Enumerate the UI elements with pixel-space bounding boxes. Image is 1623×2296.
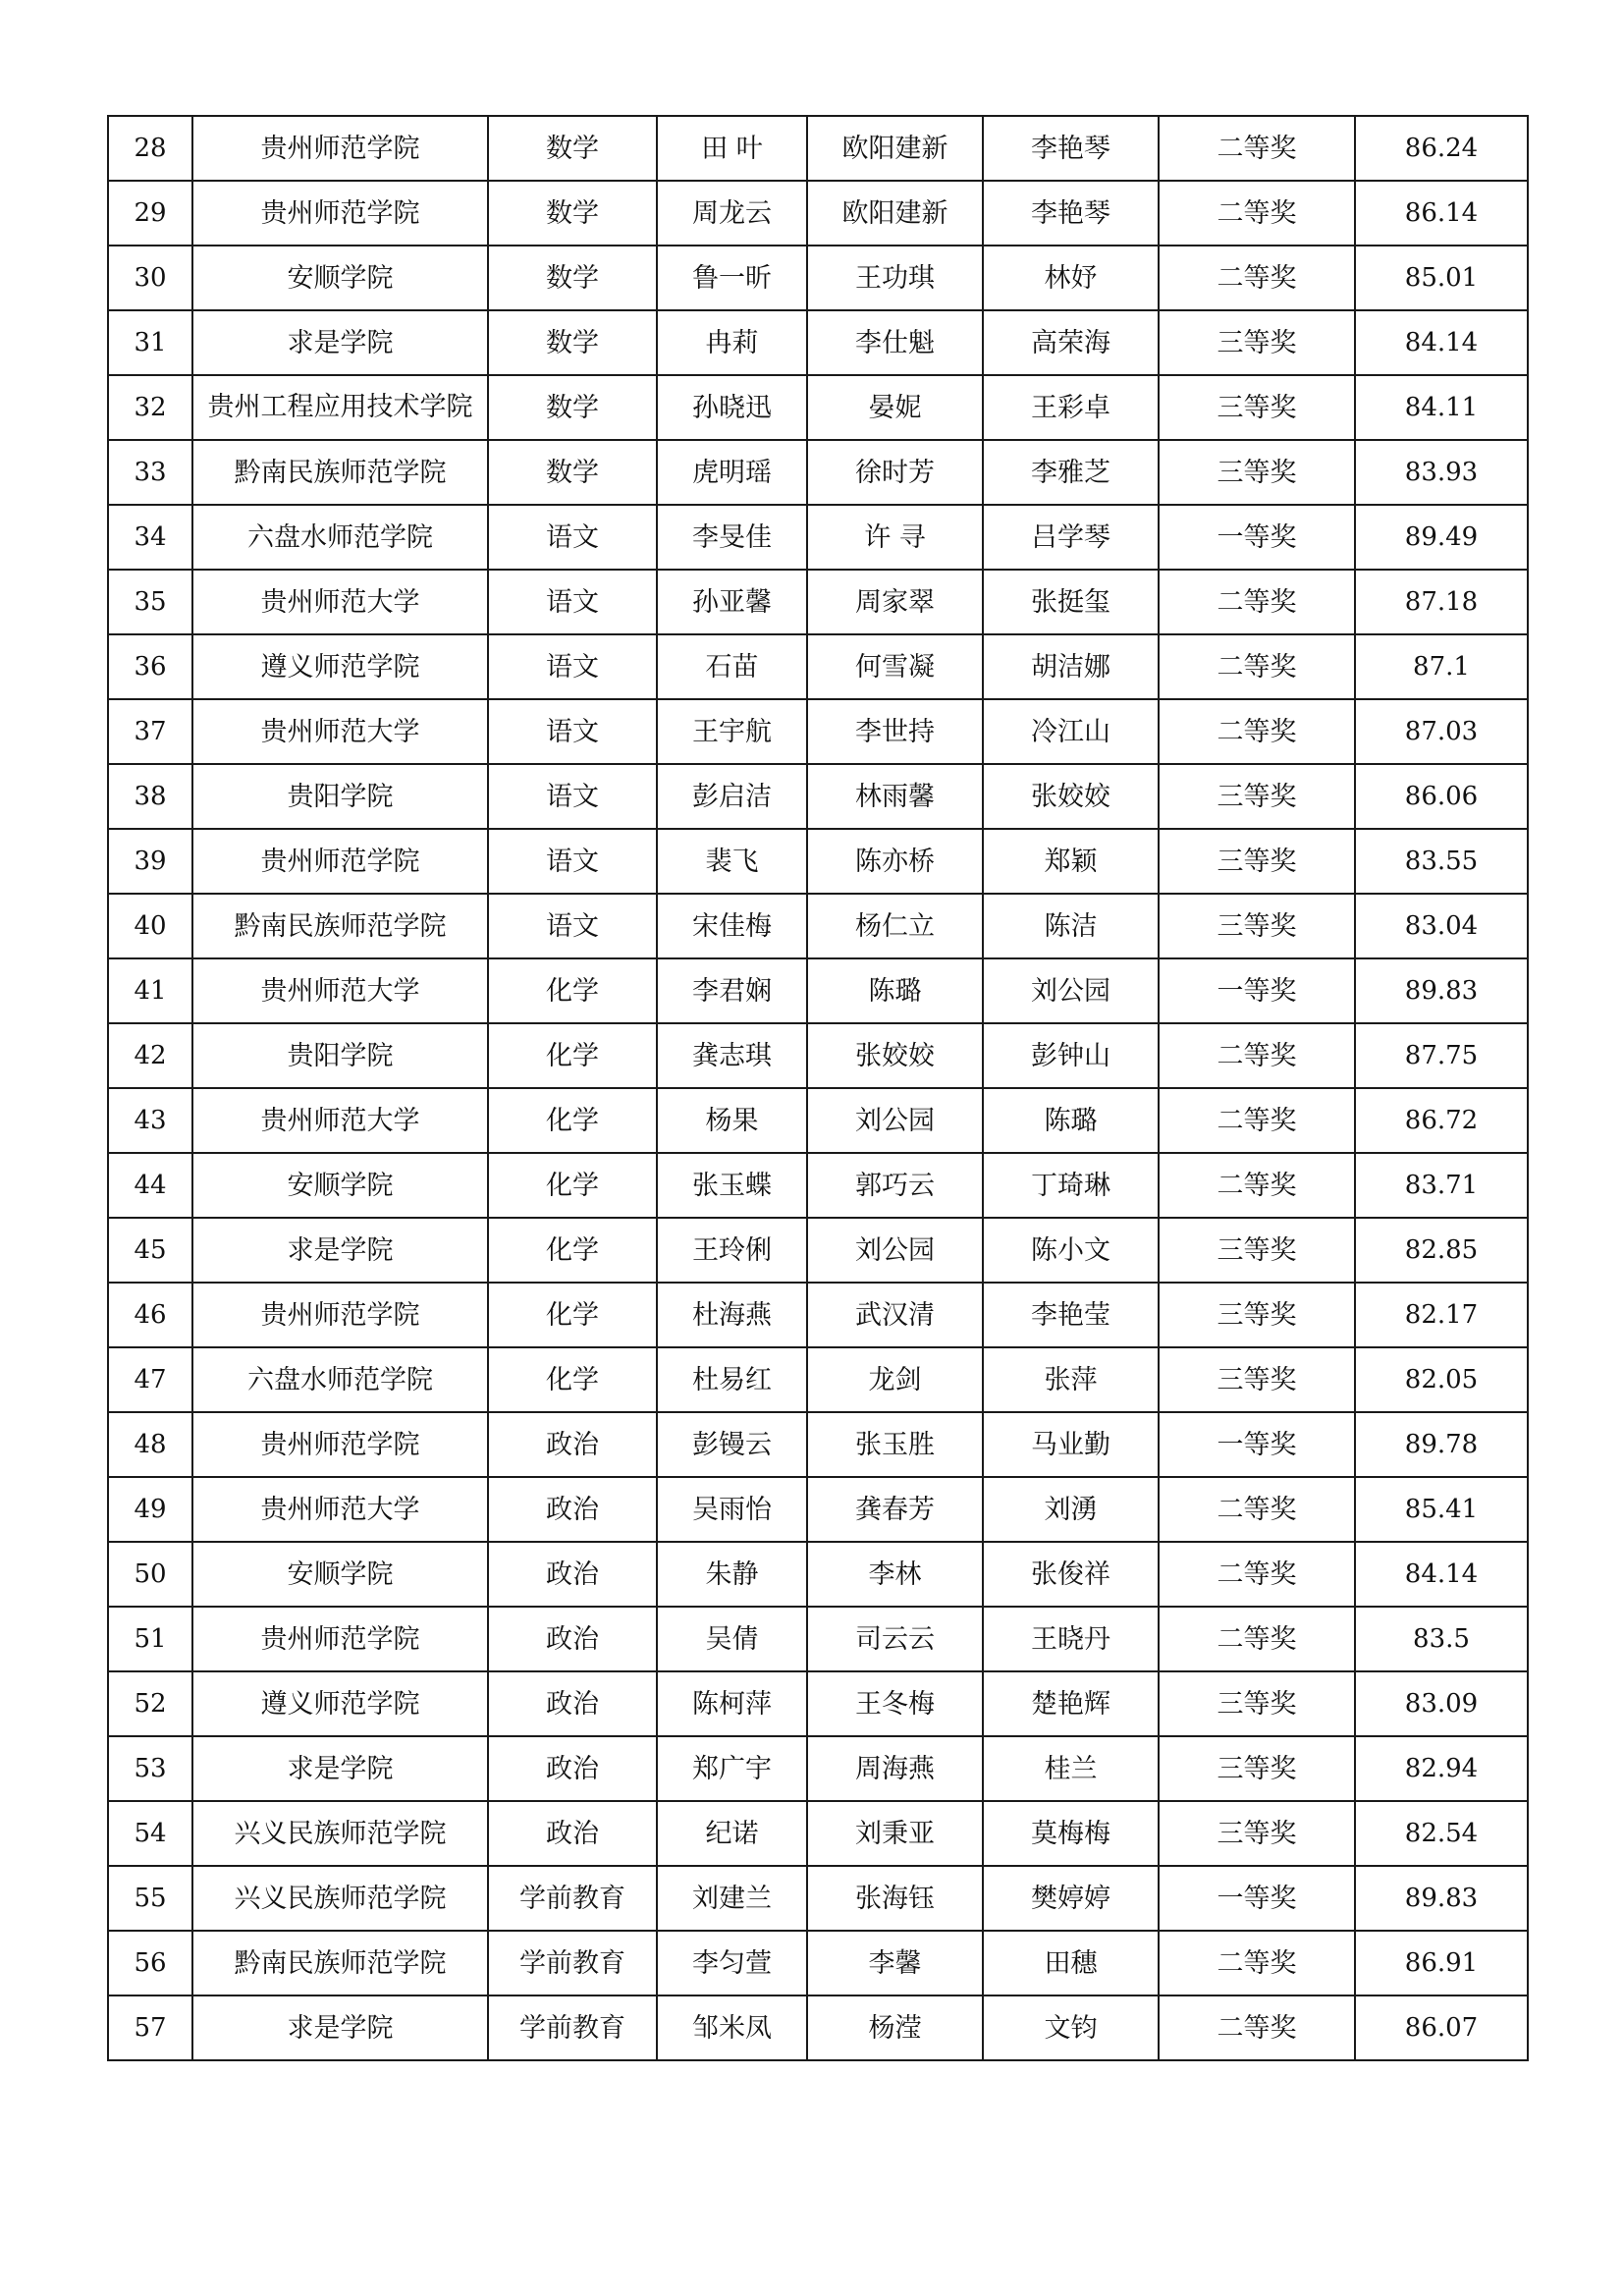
row-number: 51 <box>108 1607 192 1671</box>
score-cell: 87.18 <box>1355 570 1528 634</box>
student-cell: 李匀萱 <box>657 1931 807 1995</box>
award-cell: 三等奖 <box>1159 310 1355 375</box>
tutor2-cell: 高荣海 <box>983 310 1159 375</box>
subject-cell: 学前教育 <box>488 1931 657 1995</box>
table-row <box>108 375 1528 440</box>
school-cell: 贵州师范学院 <box>192 116 488 181</box>
award-cell: 三等奖 <box>1159 440 1355 505</box>
subject-cell: 化学 <box>488 1283 657 1347</box>
tutor2-cell: 文钧 <box>983 1995 1159 2060</box>
table-row <box>108 699 1528 764</box>
row-number: 52 <box>108 1671 192 1736</box>
tutor2-cell: 楚艳辉 <box>983 1671 1159 1736</box>
subject-cell: 语文 <box>488 764 657 829</box>
row-number: 29 <box>108 181 192 246</box>
student-cell: 孙亚馨 <box>657 570 807 634</box>
tutor1-cell: 刘公园 <box>807 1088 983 1153</box>
school-cell: 兴义民族师范学院 <box>192 1801 488 1866</box>
tutor2-cell: 陈小文 <box>983 1218 1159 1283</box>
tutor2-cell: 张萍 <box>983 1347 1159 1412</box>
award-cell: 三等奖 <box>1159 1218 1355 1283</box>
score-cell: 86.72 <box>1355 1088 1528 1153</box>
school-cell: 贵州工程应用技术学院 <box>192 375 488 440</box>
table-row <box>108 246 1528 310</box>
score-cell: 84.14 <box>1355 310 1528 375</box>
tutor1-cell: 武汉清 <box>807 1283 983 1347</box>
row-number: 54 <box>108 1801 192 1866</box>
tutor2-cell: 李艳琴 <box>983 181 1159 246</box>
table-row-highlighted <box>108 505 1528 570</box>
student-cell: 张玉蝶 <box>657 1153 807 1218</box>
tutor2-cell: 陈璐 <box>983 1088 1159 1153</box>
tutor2-cell: 张挺玺 <box>983 570 1159 634</box>
award-cell: 二等奖 <box>1159 1088 1355 1153</box>
score-cell: 82.17 <box>1355 1283 1528 1347</box>
award-cell: 二等奖 <box>1159 699 1355 764</box>
tutor1-cell: 张姣姣 <box>807 1023 983 1088</box>
award-cell: 二等奖 <box>1159 1931 1355 1995</box>
subject-cell: 数学 <box>488 310 657 375</box>
table-row <box>108 1218 1528 1283</box>
table-body <box>108 116 1528 2060</box>
tutor1-cell: 陈璐 <box>807 958 983 1023</box>
row-number: 28 <box>108 116 192 181</box>
award-cell: 三等奖 <box>1159 1283 1355 1347</box>
subject-cell: 语文 <box>488 894 657 958</box>
row-number: 48 <box>108 1412 192 1477</box>
score-cell: 83.04 <box>1355 894 1528 958</box>
score-cell: 87.1 <box>1355 634 1528 699</box>
row-number: 40 <box>108 894 192 958</box>
subject-cell: 数学 <box>488 246 657 310</box>
subject-cell: 语文 <box>488 829 657 894</box>
school-cell: 遵义师范学院 <box>192 634 488 699</box>
subject-cell: 化学 <box>488 958 657 1023</box>
school-cell: 六盘水师范学院 <box>192 505 488 570</box>
award-cell: 三等奖 <box>1159 1801 1355 1866</box>
score-cell: 83.71 <box>1355 1153 1528 1218</box>
school-cell: 求是学院 <box>192 1218 488 1283</box>
score-cell: 89.83 <box>1355 1866 1528 1931</box>
table-row-highlighted <box>108 1347 1528 1412</box>
row-number: 34 <box>108 505 192 570</box>
tutor2-cell: 吕学琴 <box>983 505 1159 570</box>
score-cell: 84.14 <box>1355 1542 1528 1607</box>
row-number: 56 <box>108 1931 192 1995</box>
student-cell: 吴倩 <box>657 1607 807 1671</box>
student-cell: 郑广宇 <box>657 1736 807 1801</box>
school-cell: 贵州师范学院 <box>192 181 488 246</box>
score-cell: 89.83 <box>1355 958 1528 1023</box>
score-cell: 82.05 <box>1355 1347 1528 1412</box>
score-cell: 86.06 <box>1355 764 1528 829</box>
tutor2-cell: 郑颖 <box>983 829 1159 894</box>
table-row <box>108 440 1528 505</box>
school-cell: 安顺学院 <box>192 1153 488 1218</box>
school-cell: 贵州师范大学 <box>192 570 488 634</box>
row-number: 47 <box>108 1347 192 1412</box>
tutor2-cell: 张姣姣 <box>983 764 1159 829</box>
award-cell: 二等奖 <box>1159 1542 1355 1607</box>
table-row <box>108 181 1528 246</box>
score-cell: 83.09 <box>1355 1671 1528 1736</box>
school-cell: 兴义民族师范学院 <box>192 1866 488 1931</box>
tutor1-cell: 刘秉亚 <box>807 1801 983 1866</box>
student-cell: 彭镘云 <box>657 1412 807 1477</box>
row-number: 43 <box>108 1088 192 1153</box>
subject-cell: 语文 <box>488 634 657 699</box>
row-number: 44 <box>108 1153 192 1218</box>
subject-cell: 数学 <box>488 116 657 181</box>
row-number: 41 <box>108 958 192 1023</box>
table-row <box>108 1995 1528 2060</box>
award-cell: 二等奖 <box>1159 246 1355 310</box>
table-row <box>108 1412 1528 1477</box>
tutor1-cell: 杨滢 <box>807 1995 983 2060</box>
table-row <box>108 1023 1528 1088</box>
subject-cell: 化学 <box>488 1347 657 1412</box>
subject-cell: 数学 <box>488 181 657 246</box>
award-cell: 三等奖 <box>1159 829 1355 894</box>
school-cell: 黔南民族师范学院 <box>192 440 488 505</box>
score-cell: 86.91 <box>1355 1931 1528 1995</box>
subject-cell: 化学 <box>488 1023 657 1088</box>
subject-cell: 政治 <box>488 1607 657 1671</box>
tutor2-cell: 樊婷婷 <box>983 1866 1159 1931</box>
tutor1-cell: 龙剑 <box>807 1347 983 1412</box>
award-cell: 一等奖 <box>1159 505 1355 570</box>
school-cell: 遵义师范学院 <box>192 1671 488 1736</box>
row-number: 49 <box>108 1477 192 1542</box>
student-cell: 吴雨怡 <box>657 1477 807 1542</box>
subject-cell: 化学 <box>488 1218 657 1283</box>
student-cell: 杨果 <box>657 1088 807 1153</box>
tutor2-cell: 丁琦琳 <box>983 1153 1159 1218</box>
table-row <box>108 1153 1528 1218</box>
tutor2-cell: 林妤 <box>983 246 1159 310</box>
award-cell: 二等奖 <box>1159 1153 1355 1218</box>
school-cell: 求是学院 <box>192 1995 488 2060</box>
table-row <box>108 570 1528 634</box>
subject-cell: 政治 <box>488 1801 657 1866</box>
student-cell: 杜易红 <box>657 1347 807 1412</box>
tutor2-cell: 王彩卓 <box>983 375 1159 440</box>
student-cell: 龚志琪 <box>657 1023 807 1088</box>
table-row <box>108 1866 1528 1931</box>
tutor1-cell: 许 寻 <box>807 505 983 570</box>
tutor2-cell: 王晓丹 <box>983 1607 1159 1671</box>
score-cell: 84.11 <box>1355 375 1528 440</box>
tutor2-cell: 刘公园 <box>983 958 1159 1023</box>
tutor1-cell: 晏妮 <box>807 375 983 440</box>
school-cell: 贵州师范学院 <box>192 1412 488 1477</box>
tutor1-cell: 周海燕 <box>807 1736 983 1801</box>
subject-cell: 化学 <box>488 1088 657 1153</box>
tutor1-cell: 李世持 <box>807 699 983 764</box>
tutor1-cell: 张海钰 <box>807 1866 983 1931</box>
tutor1-cell: 欧阳建新 <box>807 116 983 181</box>
award-results-table <box>107 115 1529 2061</box>
table-row <box>108 1283 1528 1347</box>
tutor2-cell: 莫梅梅 <box>983 1801 1159 1866</box>
award-cell: 三等奖 <box>1159 1671 1355 1736</box>
student-cell: 朱静 <box>657 1542 807 1607</box>
student-cell: 虎明瑶 <box>657 440 807 505</box>
score-cell: 87.75 <box>1355 1023 1528 1088</box>
table-row <box>108 958 1528 1023</box>
score-cell: 82.85 <box>1355 1218 1528 1283</box>
award-cell: 二等奖 <box>1159 116 1355 181</box>
tutor2-cell: 马业勤 <box>983 1412 1159 1477</box>
table-row <box>108 1801 1528 1866</box>
row-number: 55 <box>108 1866 192 1931</box>
score-cell: 85.41 <box>1355 1477 1528 1542</box>
school-cell: 贵阳学院 <box>192 1023 488 1088</box>
row-number: 57 <box>108 1995 192 2060</box>
score-cell: 87.03 <box>1355 699 1528 764</box>
tutor1-cell: 杨仁立 <box>807 894 983 958</box>
row-number: 46 <box>108 1283 192 1347</box>
tutor1-cell: 司云云 <box>807 1607 983 1671</box>
tutor2-cell: 刘湧 <box>983 1477 1159 1542</box>
score-cell: 82.94 <box>1355 1736 1528 1801</box>
school-cell: 贵州师范学院 <box>192 829 488 894</box>
school-cell: 贵州师范大学 <box>192 1088 488 1153</box>
award-cell: 三等奖 <box>1159 764 1355 829</box>
row-number: 33 <box>108 440 192 505</box>
score-cell: 83.93 <box>1355 440 1528 505</box>
tutor1-cell: 徐时芳 <box>807 440 983 505</box>
student-cell: 杜海燕 <box>657 1283 807 1347</box>
subject-cell: 政治 <box>488 1671 657 1736</box>
student-cell: 王宇航 <box>657 699 807 764</box>
subject-cell: 学前教育 <box>488 1995 657 2060</box>
school-cell: 六盘水师范学院 <box>192 1347 488 1412</box>
subject-cell: 政治 <box>488 1412 657 1477</box>
subject-cell: 政治 <box>488 1542 657 1607</box>
score-cell: 83.5 <box>1355 1607 1528 1671</box>
subject-cell: 政治 <box>488 1477 657 1542</box>
table-row <box>108 634 1528 699</box>
student-cell: 李旻佳 <box>657 505 807 570</box>
tutor2-cell: 李艳琴 <box>983 116 1159 181</box>
row-number: 39 <box>108 829 192 894</box>
table-row <box>108 1607 1528 1671</box>
subject-cell: 政治 <box>488 1736 657 1801</box>
tutor1-cell: 王冬梅 <box>807 1671 983 1736</box>
tutor2-cell: 张俊祥 <box>983 1542 1159 1607</box>
school-cell: 贵州师范大学 <box>192 958 488 1023</box>
score-cell: 86.14 <box>1355 181 1528 246</box>
score-cell: 89.78 <box>1355 1412 1528 1477</box>
tutor2-cell: 冷江山 <box>983 699 1159 764</box>
student-cell: 裴飞 <box>657 829 807 894</box>
school-cell: 黔南民族师范学院 <box>192 894 488 958</box>
school-cell: 贵州师范大学 <box>192 699 488 764</box>
row-number: 38 <box>108 764 192 829</box>
table-row <box>108 764 1528 829</box>
row-number: 42 <box>108 1023 192 1088</box>
table-row <box>108 1542 1528 1607</box>
row-number: 30 <box>108 246 192 310</box>
score-cell: 85.01 <box>1355 246 1528 310</box>
table-row <box>108 1671 1528 1736</box>
subject-cell: 数学 <box>488 375 657 440</box>
score-cell: 83.55 <box>1355 829 1528 894</box>
tutor1-cell: 周家翠 <box>807 570 983 634</box>
subject-cell: 学前教育 <box>488 1866 657 1931</box>
school-cell: 安顺学院 <box>192 246 488 310</box>
school-cell: 求是学院 <box>192 1736 488 1801</box>
row-number: 36 <box>108 634 192 699</box>
student-cell: 纪诺 <box>657 1801 807 1866</box>
student-cell: 孙晓迅 <box>657 375 807 440</box>
student-cell: 彭启洁 <box>657 764 807 829</box>
row-number: 31 <box>108 310 192 375</box>
award-cell: 一等奖 <box>1159 958 1355 1023</box>
tutor1-cell: 欧阳建新 <box>807 181 983 246</box>
student-cell: 田 叶 <box>657 116 807 181</box>
school-cell: 求是学院 <box>192 310 488 375</box>
award-cell: 三等奖 <box>1159 894 1355 958</box>
award-cell: 一等奖 <box>1159 1412 1355 1477</box>
table-row <box>108 1088 1528 1153</box>
tutor2-cell: 桂兰 <box>983 1736 1159 1801</box>
subject-cell: 语文 <box>488 699 657 764</box>
row-number: 53 <box>108 1736 192 1801</box>
student-cell: 李君娴 <box>657 958 807 1023</box>
student-cell: 陈柯萍 <box>657 1671 807 1736</box>
tutor2-cell: 胡洁娜 <box>983 634 1159 699</box>
score-cell: 89.49 <box>1355 505 1528 570</box>
student-cell: 宋佳梅 <box>657 894 807 958</box>
award-cell: 一等奖 <box>1159 1866 1355 1931</box>
student-cell: 邹米凤 <box>657 1995 807 2060</box>
school-cell: 贵阳学院 <box>192 764 488 829</box>
tutor1-cell: 郭巧云 <box>807 1153 983 1218</box>
tutor1-cell: 何雪凝 <box>807 634 983 699</box>
score-cell: 82.54 <box>1355 1801 1528 1866</box>
subject-cell: 语文 <box>488 570 657 634</box>
student-cell: 周龙云 <box>657 181 807 246</box>
tutor2-cell: 李雅芝 <box>983 440 1159 505</box>
tutor2-cell: 彭钟山 <box>983 1023 1159 1088</box>
table-row <box>108 310 1528 375</box>
award-cell: 三等奖 <box>1159 1347 1355 1412</box>
student-cell: 刘建兰 <box>657 1866 807 1931</box>
table-row <box>108 1736 1528 1801</box>
table-row <box>108 1931 1528 1995</box>
table-row <box>108 1477 1528 1542</box>
score-cell: 86.07 <box>1355 1995 1528 2060</box>
tutor1-cell: 张玉胜 <box>807 1412 983 1477</box>
table-row <box>108 894 1528 958</box>
row-number: 35 <box>108 570 192 634</box>
student-cell: 石苗 <box>657 634 807 699</box>
tutor1-cell: 李馨 <box>807 1931 983 1995</box>
tutor1-cell: 李林 <box>807 1542 983 1607</box>
tutor1-cell: 王功琪 <box>807 246 983 310</box>
student-cell: 王玲俐 <box>657 1218 807 1283</box>
score-cell: 86.24 <box>1355 116 1528 181</box>
school-cell: 安顺学院 <box>192 1542 488 1607</box>
school-cell: 黔南民族师范学院 <box>192 1931 488 1995</box>
table-row <box>108 829 1528 894</box>
tutor1-cell: 陈亦桥 <box>807 829 983 894</box>
award-cell: 二等奖 <box>1159 181 1355 246</box>
school-cell: 贵州师范大学 <box>192 1477 488 1542</box>
award-cell: 三等奖 <box>1159 375 1355 440</box>
student-cell: 鲁一昕 <box>657 246 807 310</box>
award-cell: 二等奖 <box>1159 1023 1355 1088</box>
row-number: 32 <box>108 375 192 440</box>
award-cell: 二等奖 <box>1159 1607 1355 1671</box>
tutor2-cell: 田穗 <box>983 1931 1159 1995</box>
table-row <box>108 116 1528 181</box>
row-number: 50 <box>108 1542 192 1607</box>
award-cell: 二等奖 <box>1159 570 1355 634</box>
tutor1-cell: 林雨馨 <box>807 764 983 829</box>
tutor2-cell: 李艳莹 <box>983 1283 1159 1347</box>
award-cell: 二等奖 <box>1159 1995 1355 2060</box>
school-cell: 贵州师范学院 <box>192 1283 488 1347</box>
school-cell: 贵州师范学院 <box>192 1607 488 1671</box>
subject-cell: 数学 <box>488 440 657 505</box>
tutor1-cell: 李仕魁 <box>807 310 983 375</box>
row-number: 37 <box>108 699 192 764</box>
tutor2-cell: 陈洁 <box>983 894 1159 958</box>
award-cell: 三等奖 <box>1159 1736 1355 1801</box>
award-cell: 二等奖 <box>1159 634 1355 699</box>
tutor1-cell: 龚春芳 <box>807 1477 983 1542</box>
subject-cell: 语文 <box>488 505 657 570</box>
tutor1-cell: 刘公园 <box>807 1218 983 1283</box>
award-cell: 二等奖 <box>1159 1477 1355 1542</box>
student-cell: 冉莉 <box>657 310 807 375</box>
row-number: 45 <box>108 1218 192 1283</box>
subject-cell: 化学 <box>488 1153 657 1218</box>
